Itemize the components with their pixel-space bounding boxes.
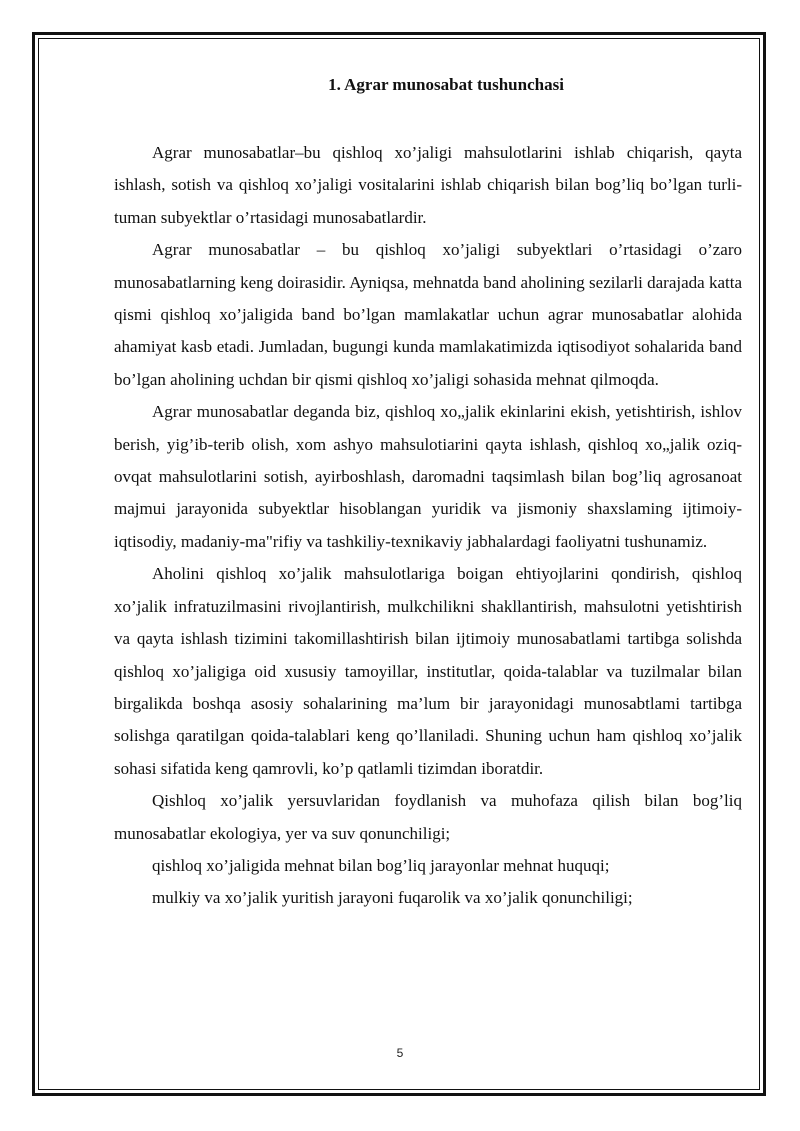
paragraph: mulkiy va xo’jalik yuritish jarayoni fuqarolik va xo’jalik qonunchiligi; [152,888,633,908]
paragraph: Agrar munosabatlar–bu qishloq xo’jaligi mahsulotlarini ishlab chiqarish, qayta ishlash, sotish va qishloq xo’jaligi vositalarini ishlab chiqarish bilan bog’liq bo’lgan turli-tuman subyektlar o’rtasidagi munosabatlardir. [114,143,742,227]
paragraph: Qishloq xo’jalik yersuvlaridan foydlanish va muhofaza qilish bilan bog’liq munosabatlar ekologiya, yer va suv qonunchiligi; [114,791,742,843]
paragraph: Agrar munosabatlar – bu qishloq xo’jaligi subyektlari o’rtasidagi o’zaro munosabatlarning keng doirasidir. Ayniqsa, mehnatda band aholining sezilarli darajada katta qismi qishloq xo’jaligida band bo’lgan mamlakatlar uchun agrar munosabatlar alohida ahamiyat kasb etadi. Jumladan, bugungi kunda mamlakatimizda iqtisodiyot sohalarida band bo’lgan aholining uchdan bir qismi qishloq xo’jaligi sohasida mehnat qilmoqda. [114,240,742,389]
page-number: 5 [396,1046,404,1060]
document-body [114,137,742,915]
paragraph: qishloq xo’jaligida mehnat bilan bog’liq jarayonlar mehnat huquqi; [152,855,610,875]
section-heading: 1. Agrar munosabat tushunchasi [328,75,564,94]
paragraph: Agrar munosabatlar deganda biz, qishloq xo„jalik ekinlarini ekish, yetishtirish, ishlov berish, yig’ib-terib olish, xom ashyo mahsulotiarini qayta ishlash, qishloq xo„jalik oziq-ovqat mahsulotlarini sotish, ayirboshlash, daromadni taqsimlash bilan bog’liq agrosanoat majmui jarayonida subyektlar hisoblangan yuridik va jismoniy shaxslaming ijtimoiy-iqtisodiy, madaniy-ma"rifiy va tashkiliy-texnikaviy jabhalardagi faoliyatni tushunamiz. [114,402,742,551]
paragraph: Aholini qishloq xo’jalik mahsulotlariga boigan ehtiyojlarini qondirish, qishloq xo’jalik infratuzilmasini rivojlantirish, mulkchilikni shakllantirish, mahsulotni yetishtirish va qayta ishlash tizimini takomillashtirish bilan ijtimoiy munosabatlami tartibga solishda qishloq xo’jaligiga oid xususiy tamoyillar, institutlar, qoida-talablar va tuzilmalar bilan birgalikda boshqa asosiy sohalarining ma’lum bir jarayonidagi munosabtlami tartibga solishga qaratilgan qoida-talablari keng qo’llaniladi. Shuning uchun ham qishloq xo’jalik sohasi sifatida keng qamrovli, ko’p qatlamli tizimdan iboratdir. [114,564,742,778]
